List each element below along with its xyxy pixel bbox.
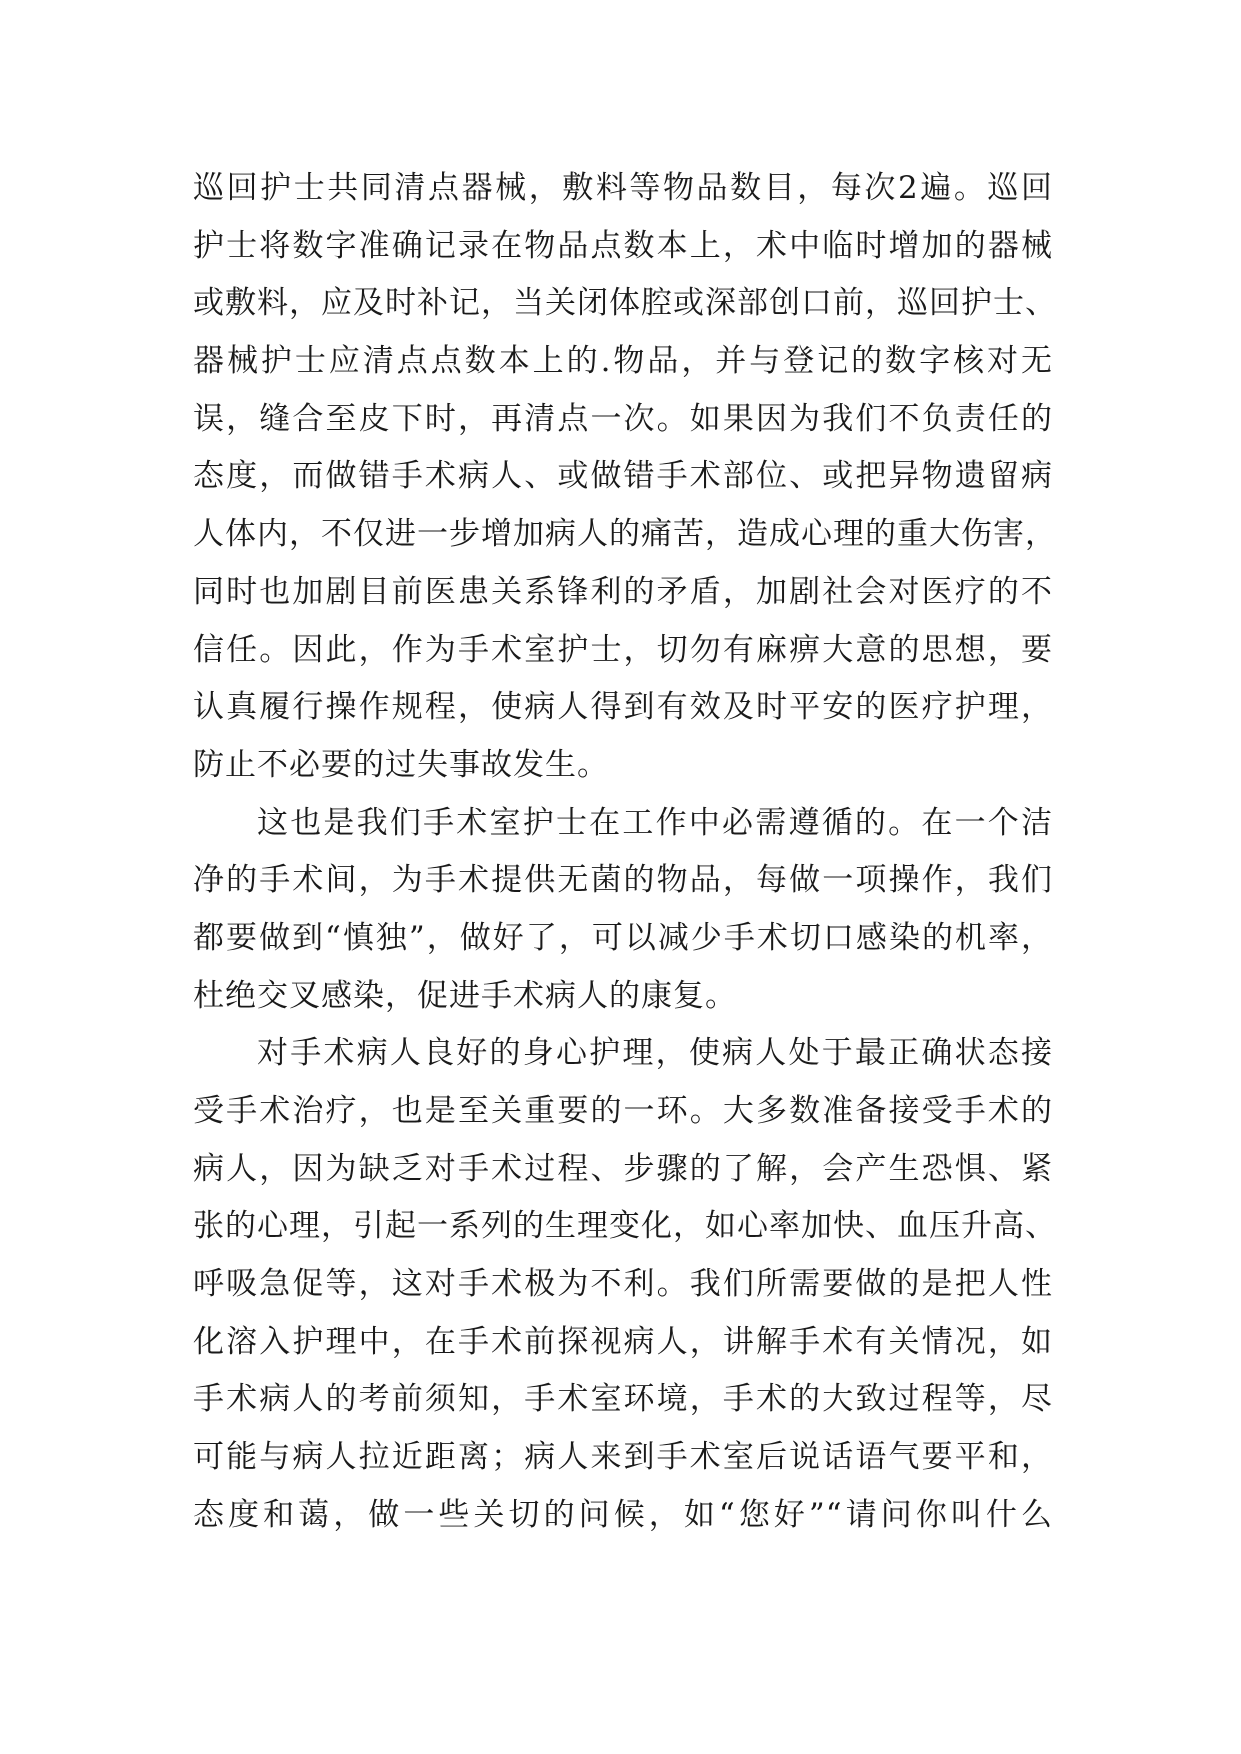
text-line: 化溶入护理中，在手术前探视病人，讲解手术有关情况，如: [193, 1323, 1053, 1360]
text-line: 态度和蔼，做一些关切的问候，如“您好”“请问你叫什么: [193, 1496, 1053, 1533]
text-line: 器械护士应清点点数本上的.物品，并与登记的数字核对无: [193, 343, 1053, 380]
paragraph-2: [193, 795, 1053, 1026]
text-line: 可能与病人拉近距离；病人来到手术室后说话语气要平和，: [193, 1439, 1053, 1476]
text-line: 人体内，不仅进一步增加病人的痛苦，造成心理的重大伤害，: [193, 516, 1057, 553]
text-line: 或敷料，应及时补记，当关闭体腔或深部创口前，巡回护士、: [193, 285, 1057, 322]
body-text: [193, 160, 1057, 1545]
text-line: 巡回护士共同清点器械，敷料等物品数目，每次2遍。巡回: [193, 170, 1053, 206]
paragraph-1: [193, 160, 1057, 795]
text-line: 呼吸急促等，这对手术极为不利。我们所需要做的是把人性: [193, 1266, 1053, 1303]
text-line: 都要做到“慎独”，做好了，可以减少手术切口感染的机率，: [193, 919, 1053, 956]
text-line: 这也是我们手术室护士在工作中必需遵循的。在一个洁: [257, 804, 1053, 841]
text-line: 对手术病人良好的身心护理，使病人处于最正确状态接: [257, 1035, 1053, 1072]
text-line: 认真履行操作规程，使病人得到有效及时平安的医疗护理，: [193, 689, 1053, 726]
text-line: 护士将数字准确记录在物品点数本上，术中临时增加的器械: [193, 227, 1053, 264]
text-line: 误，缝合至皮下时，再清点一次。如果因为我们不负责任的: [193, 400, 1053, 437]
text-line: 病人，因为缺乏对手术过程、步骤的了解，会产生恐惧、紧: [193, 1150, 1053, 1187]
text-line: 张的心理，引起一系列的生理变化，如心率加快、血压升高、: [193, 1208, 1057, 1245]
text-line: 杜绝交叉感染，促进手术病人的康复。: [193, 977, 737, 1014]
text-line: 同时也加剧目前医患关系锋利的矛盾，加剧社会对医疗的不: [193, 573, 1053, 610]
text-line: 手术病人的考前须知，手术室环境，手术的大致过程等，尽: [193, 1381, 1053, 1418]
text-line: 净的手术间，为手术提供无菌的物品，每做一项操作，我们: [193, 862, 1053, 899]
paragraph-3: [193, 1025, 1057, 1544]
text-line: 态度，而做错手术病人、或做错手术部位、或把异物遗留病: [193, 458, 1053, 495]
text-line: 防止不必要的过失事故发生。: [193, 746, 609, 783]
text-line: 受手术治疗，也是至关重要的一环。大多数准备接受手术的: [193, 1093, 1053, 1129]
text-line: 信任。因此，作为手术室护士，切勿有麻痹大意的思想，要: [193, 631, 1053, 668]
